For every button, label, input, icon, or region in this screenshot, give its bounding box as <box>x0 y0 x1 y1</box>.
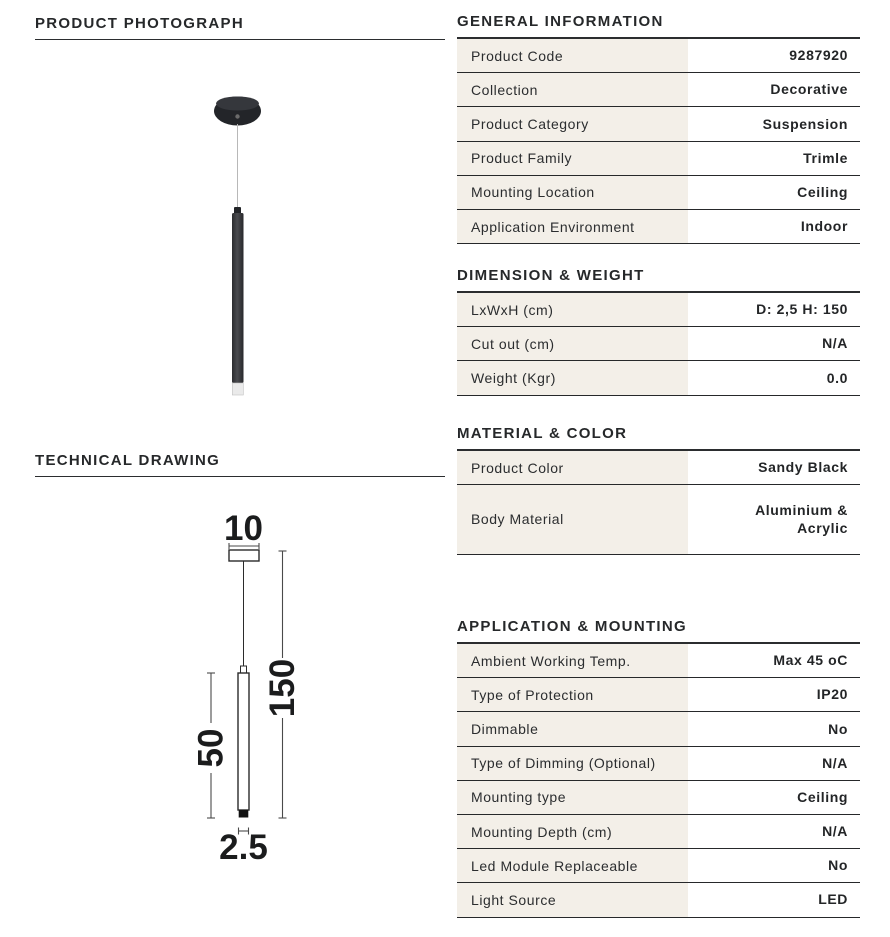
row-value: 9287920 <box>789 47 848 64</box>
spec-section-application-mounting <box>457 619 860 918</box>
drawing-section-title: TECHNICAL DRAWING <box>35 453 445 477</box>
section-title: GENERAL INFORMATION <box>457 14 860 39</box>
row-label: Cut out (cm) <box>457 327 688 360</box>
row-value: N/A <box>822 823 848 840</box>
row-label: Product Code <box>457 39 688 72</box>
row-label: Body Material <box>457 485 688 554</box>
row-value: Sandy Black <box>758 459 848 476</box>
table-row <box>457 327 860 361</box>
drawn-fixture <box>229 550 259 818</box>
drawn-tip <box>239 810 249 818</box>
diffuser-tip <box>232 383 243 395</box>
table-row <box>457 361 860 395</box>
row-label: Mounting type <box>457 781 688 814</box>
table-row <box>457 883 860 917</box>
row-label: Mounting Location <box>457 176 688 209</box>
dimension-label-diameter: 2.5 <box>219 828 268 867</box>
row-value: LED <box>818 891 848 908</box>
table-row <box>457 485 860 555</box>
row-value: IP20 <box>816 686 848 703</box>
row-value: Trimle <box>803 149 848 166</box>
row-value: Ceiling <box>797 183 848 200</box>
table-row <box>457 142 860 176</box>
row-label: Product Category <box>457 107 688 140</box>
row-label: Type of Protection <box>457 678 688 711</box>
row-value: N/A <box>822 754 848 771</box>
photo-section-title: PRODUCT PHOTOGRAPH <box>35 16 445 40</box>
cable-connector <box>234 207 241 214</box>
cable-hole <box>235 114 239 118</box>
spec-table <box>457 644 860 918</box>
row-value: Suspension <box>762 115 848 132</box>
table-row <box>457 678 860 712</box>
table-row <box>457 176 860 210</box>
drawn-connector <box>241 666 247 673</box>
spec-tables <box>457 0 860 937</box>
spec-section-dimension-weight <box>457 268 860 396</box>
row-label: Type of Dimming (Optional) <box>457 747 688 780</box>
dimension-label-fixture-height: 50 <box>191 728 231 768</box>
pendant-tube <box>232 213 244 383</box>
spec-table <box>457 451 860 555</box>
row-value: D: 2,5 H: 150 <box>756 301 848 318</box>
table-row <box>457 73 860 107</box>
table-row <box>457 210 860 244</box>
section-title: DIMENSION & WEIGHT <box>457 268 860 293</box>
row-label: Led Module Replaceable <box>457 849 688 882</box>
table-row <box>457 781 860 815</box>
row-value: N/A <box>822 335 848 352</box>
row-label: Application Environment <box>457 210 688 243</box>
row-value: Ceiling <box>797 788 848 805</box>
row-label: Dimmable <box>457 712 688 745</box>
row-value: Aluminium & Acrylic <box>755 501 848 537</box>
spec-section-material-color <box>457 426 860 555</box>
table-row <box>457 107 860 141</box>
row-label: Product Family <box>457 142 688 175</box>
row-value: Decorative <box>770 81 848 98</box>
section-title: MATERIAL & COLOR <box>457 426 860 451</box>
table-row <box>457 815 860 849</box>
row-label: Product Color <box>457 451 688 484</box>
table-row <box>457 849 860 883</box>
table-row <box>457 451 860 485</box>
row-value: No <box>828 720 848 737</box>
spec-section-general-information <box>457 14 860 244</box>
row-label: Mounting Depth (cm) <box>457 815 688 848</box>
row-value: No <box>828 857 848 874</box>
row-label: LxWxH (cm) <box>457 293 688 326</box>
technical-drawing <box>140 495 360 885</box>
row-value: Indoor <box>800 218 848 235</box>
canopy <box>214 97 261 126</box>
dimension-label-canopy-width: 10 <box>224 509 263 548</box>
row-value: Max 45 oC <box>773 652 848 669</box>
drawn-tube <box>238 673 249 810</box>
row-label: Light Source <box>457 883 688 916</box>
table-row <box>457 712 860 746</box>
dimension-label-overall-height: 150 <box>263 658 302 718</box>
table-row <box>457 39 860 73</box>
product-photo <box>150 90 350 410</box>
spec-table <box>457 39 860 244</box>
row-label: Ambient Working Temp. <box>457 644 688 677</box>
drawn-canopy <box>229 550 259 561</box>
table-row <box>457 644 860 678</box>
row-value: 0.0 <box>826 369 848 386</box>
row-label: Weight (Kgr) <box>457 361 688 394</box>
table-row <box>457 293 860 327</box>
table-row <box>457 747 860 781</box>
row-label: Collection <box>457 73 688 106</box>
section-title: APPLICATION & MOUNTING <box>457 619 860 644</box>
spec-table <box>457 293 860 396</box>
